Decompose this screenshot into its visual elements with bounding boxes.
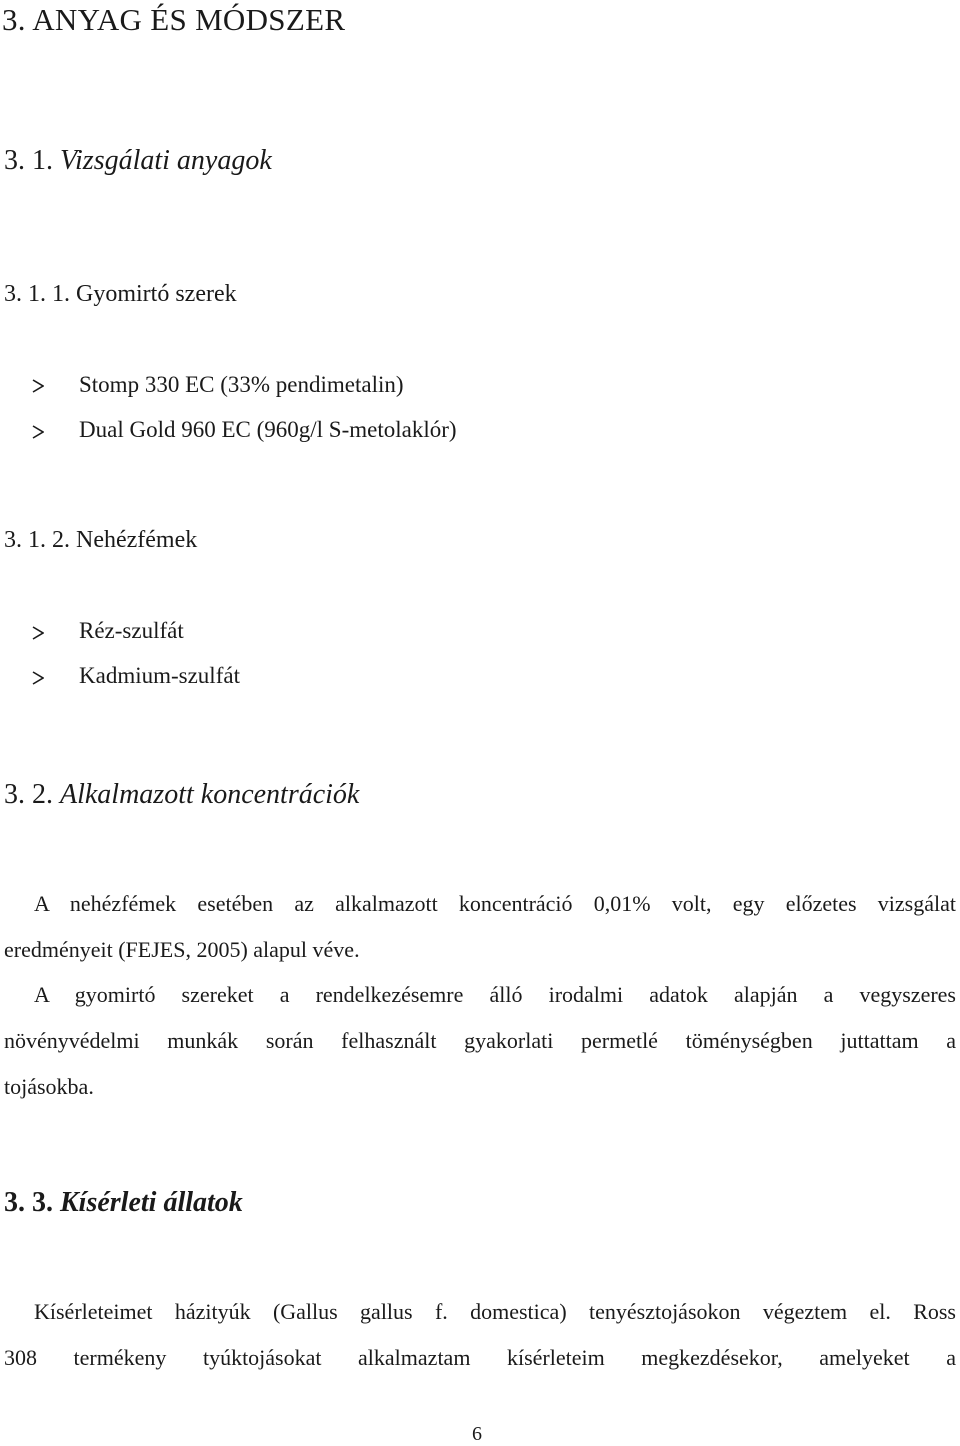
- paragraph-line: tojásokba.: [4, 1074, 94, 1099]
- paragraph-line: A gyomirtó szereket a rendelkezésemre álló irodalmi adatok alapján a vegyszeres: [34, 982, 956, 1007]
- list-item: Réz-szulfát: [79, 618, 184, 643]
- section-heading-3-2: [4, 779, 359, 811]
- arrowhead-bullet-icon: [32, 626, 44, 640]
- paragraph-line: eredményeit (FEJES, 2005) alapul véve.: [4, 937, 360, 962]
- arrowhead-bullet-icon: [32, 671, 44, 685]
- list-item: Dual Gold 960 EC (960g/l S-metolaklór): [79, 417, 457, 442]
- list-item: Kadmium-szulfát: [79, 663, 240, 688]
- paragraph-line: 308 termékeny tyúktojásokat alkalmaztam kísérleteim megkezdésekor, amelyeket a: [4, 1345, 956, 1370]
- paragraph-line: A nehézfémek esetében az alkalmazott koncentráció 0,01% volt, egy előzetes vizsgálat: [34, 891, 956, 916]
- paragraph-line: Kísérleteimet házityúk (Gallus gallus f. domestica) tenyésztojásokon végeztem el. Ross: [34, 1299, 956, 1324]
- paragraph-line: növényvédelmi munkák során felhasznált gyakorlati permetlé töménységben juttattam a: [4, 1028, 956, 1053]
- section-title: Alkalmazott koncentrációk: [60, 779, 360, 810]
- page-number: 6: [472, 1423, 482, 1445]
- subsection-heading-3-1-1: 3. 1. 1. Gyomirtó szerek: [4, 281, 237, 307]
- section-number: 3. 1.: [4, 145, 53, 176]
- section-number: 3. 2.: [4, 779, 53, 810]
- chapter-title: 3. ANYAG ÉS MÓDSZER: [2, 2, 346, 37]
- subsection-heading-3-1-2: 3. 1. 2. Nehézfémek: [4, 527, 198, 553]
- section-heading-3-3: [4, 1187, 243, 1219]
- section-title: Kísérleti állatok: [60, 1187, 243, 1218]
- section-heading-3-1: [4, 145, 272, 177]
- section-title: Vizsgálati anyagok: [60, 145, 272, 176]
- section-number: 3. 3.: [4, 1187, 53, 1218]
- arrowhead-bullet-icon: [32, 425, 44, 439]
- arrowhead-bullet-icon: [32, 379, 44, 393]
- list-item: Stomp 330 EC (33% pendimetalin): [79, 372, 404, 397]
